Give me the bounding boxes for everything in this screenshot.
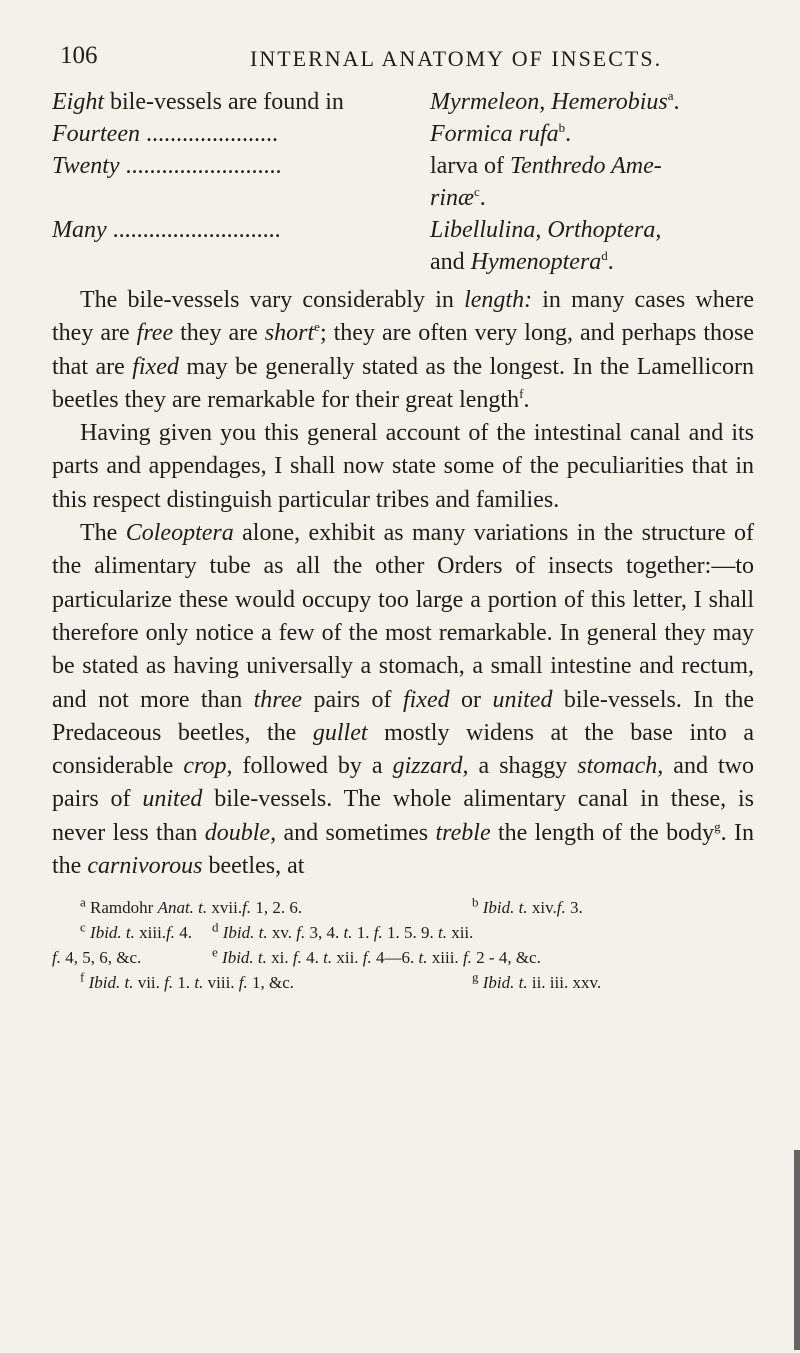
page-number: 106: [60, 42, 98, 69]
running-title: INTERNAL ANATOMY OF INSECTS.: [250, 46, 663, 71]
paragraph-coleoptera: The Coleoptera alone, exhibit as many variations in the structure of the alimentary tube as all the other Orders of insects together:—to particularize these would occupy too large a portion of this letter, I shall therefore only notice a few of the most remarkable. In general they may be stated as having universally a stomach, a small intestine and rectum, and not more than three pairs of fixed or united bile-vessels. In the Predaceous beetles, the gullet mostly widens at the base into a considerable crop, followed by a gizzard, a shaggy stomach, and two pairs of united bile-vessels. The whole alimentary canal in these, is never less than double, and sometimes treble the length of the body$^g$. In the carnivorous beetles, at: [52, 520, 755, 880]
paragraph-general-account: Having given you this general account of the intestinal canal and its parts and appendages, I shall now state some of the peculiarities that in this respect distinguish particular tribes and families.: [52, 420, 754, 513]
table-row: Fourteen ...................... Formica rufa$^b$.: [52, 120, 572, 147]
table-row-continuation: rinæ$^c$.: [430, 184, 486, 211]
footnote-line: $^a$ Ramdohr Anat. t. xvii.f. 1, 2. 6. $^b$ Ibid. t. xiv.f. 3.: [80, 894, 583, 918]
table-row-continuation: and Hymenoptera$^d$.: [430, 248, 614, 275]
table-row: Twenty .......................... larva of Tenthredo Ame-: [52, 153, 662, 179]
footnote-line: $^f$ Ibid. t. vii. f. 1. t. viii. f. 1, &c. $^g$ Ibid. t. ii. iii. xxv.: [80, 969, 602, 993]
page-edge-shadow: [794, 1150, 800, 1350]
table-row: Eight bile-vessels are found in Myrmeleon, Hemerobius$^a$.: [52, 88, 680, 115]
footnotes: [52, 895, 754, 995]
paragraph-bile-length: The bile-vessels vary considerably in length: in many cases where they are free they are short$^e$; they are often very long, and perhaps those that are fixed may be generally stated as the longest. In the Lamellicorn beetles they are remarkable for their great length$^f$.: [52, 287, 754, 413]
footnote-line: $^c$ Ibid. t. xiii.f. 4. $^d$ Ibid. t. xv. f. 3, 4. t. 1. f. 1. 5. 9. t. xii.: [80, 919, 474, 943]
page-header: [52, 42, 754, 86]
book-page: [52, 42, 754, 995]
bile-vessel-table: [52, 86, 754, 278]
footnote-line: f. 4, 5, 6, &c. $^e$ Ibid. t. xi. f. 4. t. xii. f. 4—6. t. xiii. f. 2 - 4, &c.: [52, 944, 541, 968]
table-row: Many ............................ Libellulina, Orthoptera,: [52, 217, 662, 243]
